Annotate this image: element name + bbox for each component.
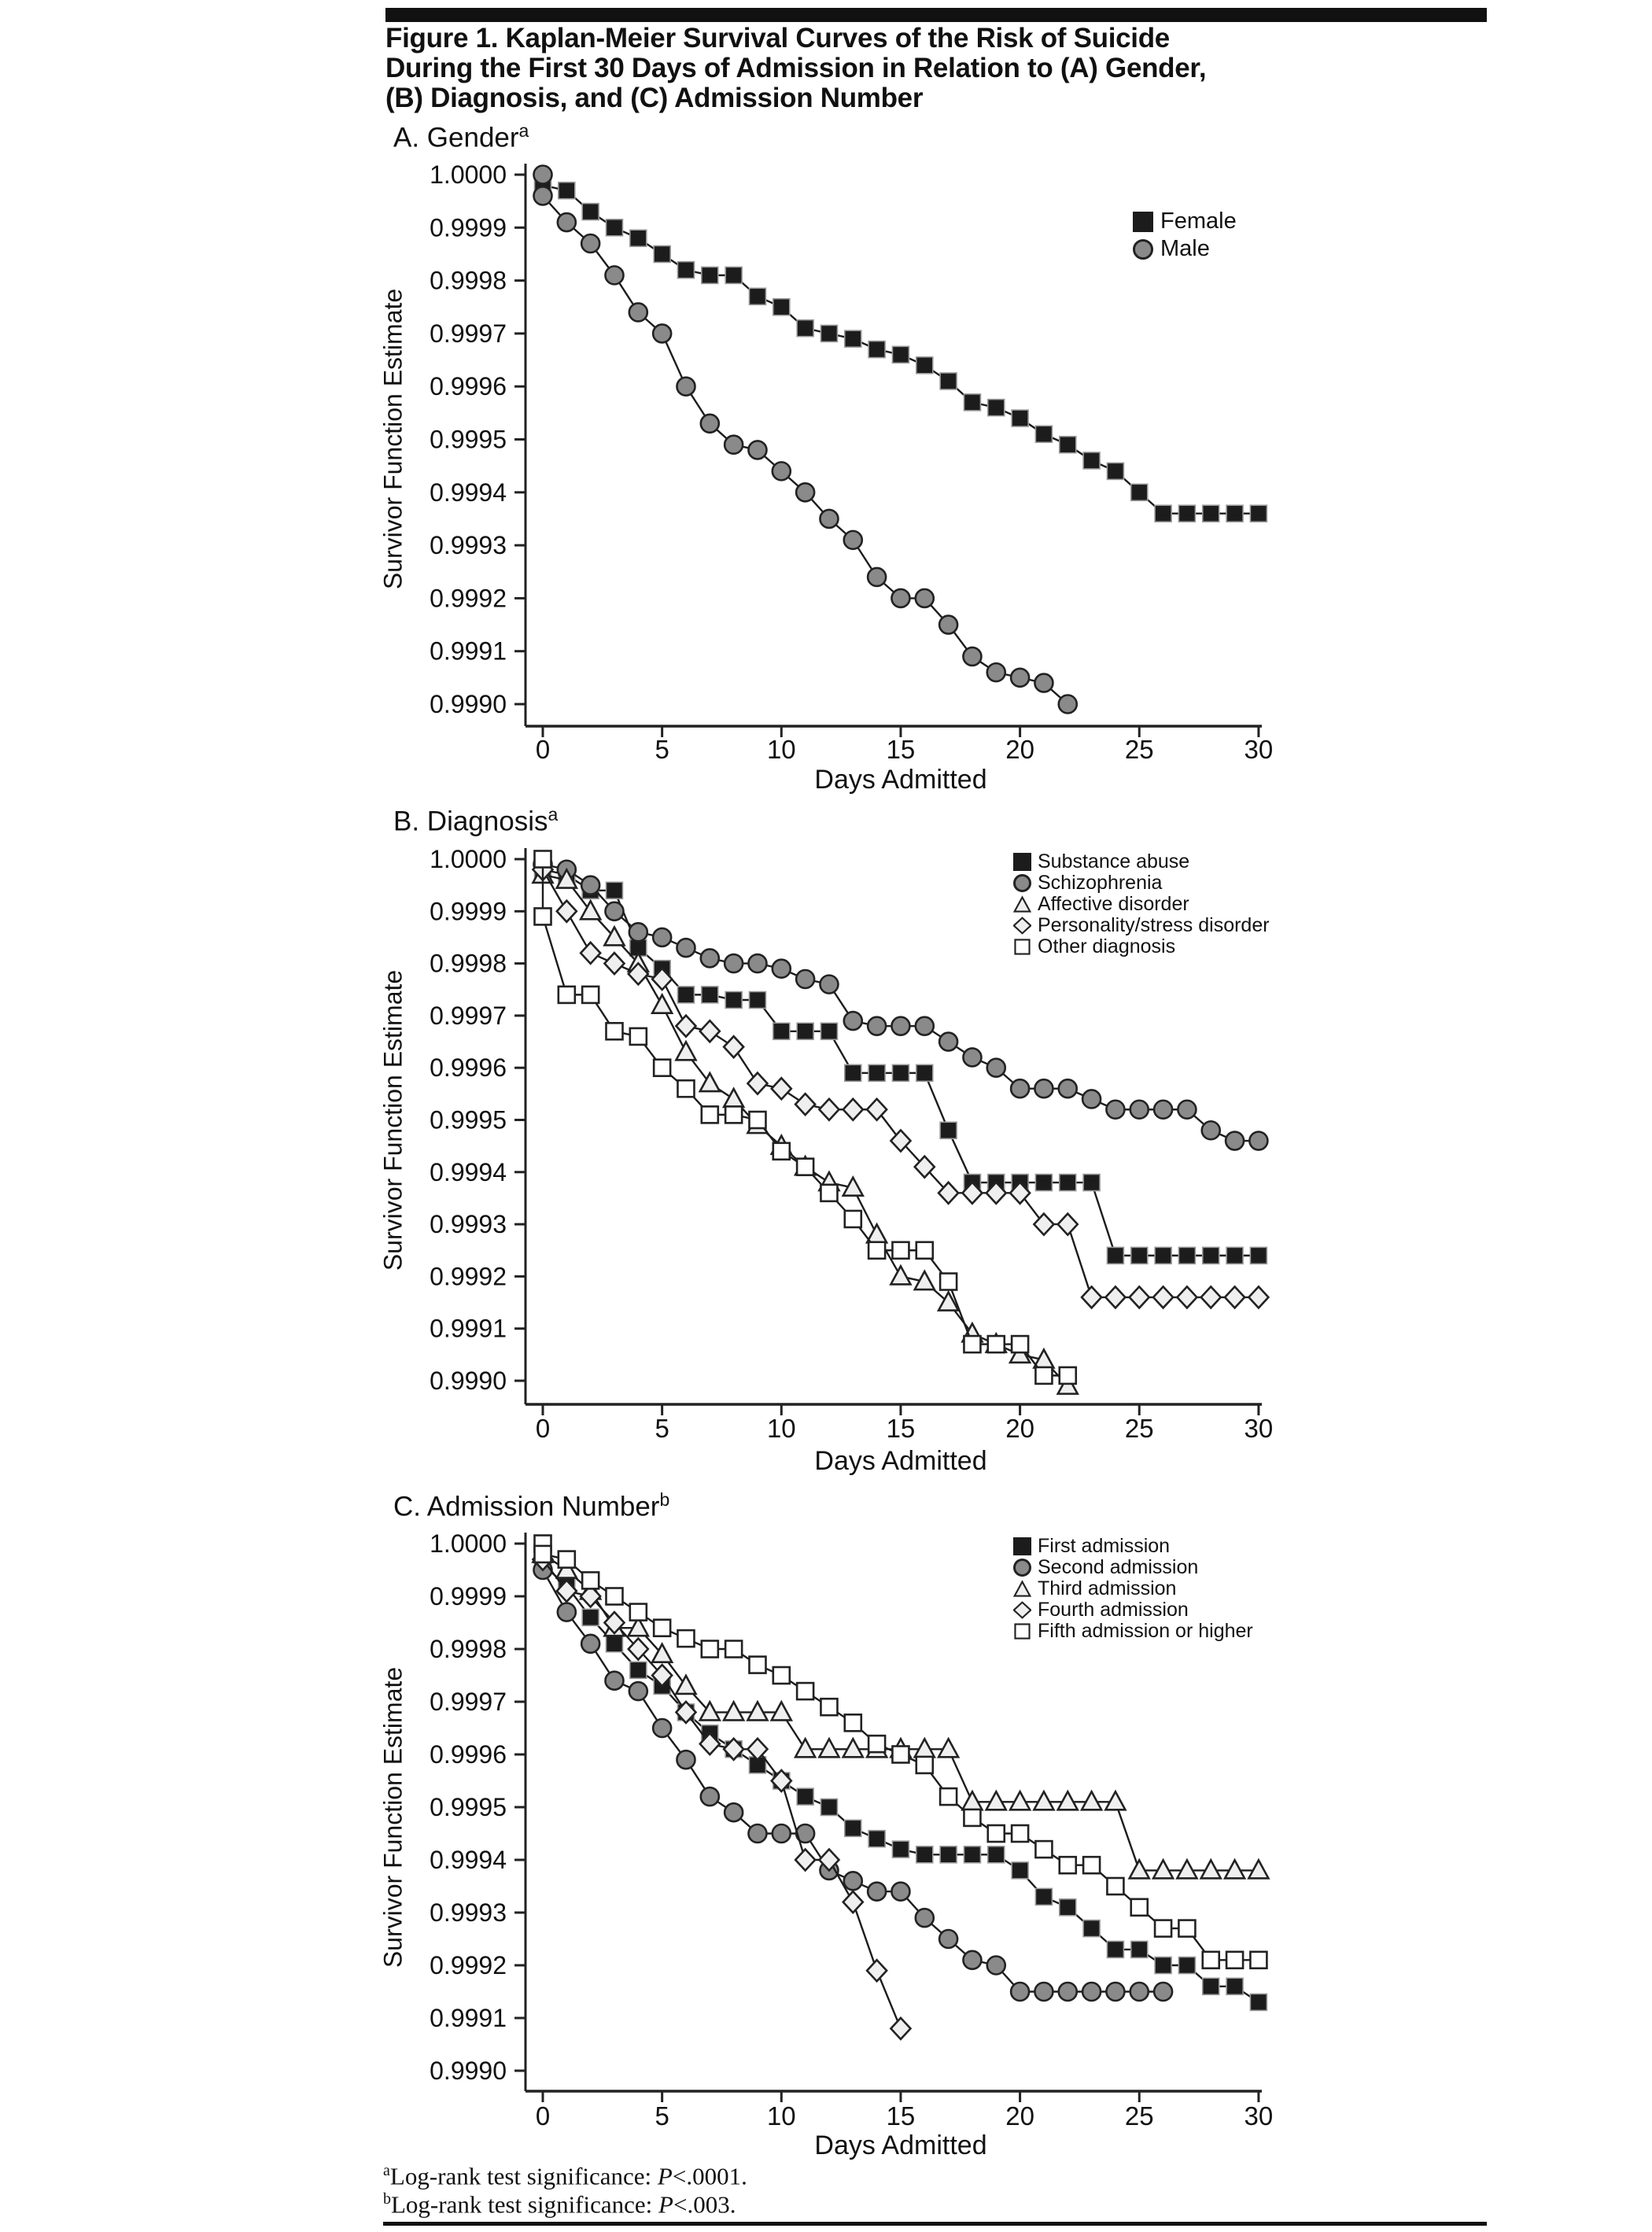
y-tick-label: 0.9995 [430, 1105, 507, 1134]
panel-a-header-text: A. Gender [393, 122, 519, 153]
figure-title-line-2: During the First 30 Days of Admission in Relation to (A) Gender, [385, 53, 1207, 83]
x-tick-label: 0 [535, 2101, 551, 2131]
legend-item-personality-stress-disorder [1013, 915, 1270, 936]
first-admission-filled-square-marker-icon [1013, 1537, 1031, 1555]
y-tick-label: 0.9994 [430, 1157, 507, 1186]
y-tick-label: 0.9991 [430, 636, 507, 666]
y-tick-label: 0.9990 [430, 1367, 507, 1395]
y-tick-label: 0.9995 [430, 1793, 507, 1821]
panel-b-x-axis-title: Days Admitted [814, 1446, 987, 1476]
legend-item-third-admission [1013, 1578, 1253, 1599]
x-tick-label: 20 [1005, 735, 1034, 764]
x-tick-label: 5 [655, 735, 669, 764]
y-tick-label: 0.9999 [430, 897, 507, 926]
legend-item-male [1133, 235, 1237, 263]
admission-number-legend [1013, 1536, 1253, 1642]
fifth-admission-open-square-marker-icon [1013, 1622, 1031, 1640]
footnote-a-superscript: a [383, 2162, 390, 2179]
panel-a-header-superscript: a [518, 120, 529, 141]
panel-c-header-text: C. Admission Number [393, 1491, 660, 1522]
y-tick-label: 0.9997 [430, 319, 507, 348]
x-tick-label: 0 [535, 735, 551, 764]
y-tick-label: 0.9998 [430, 1635, 507, 1663]
legend-item-other-diagnosis [1013, 936, 1270, 957]
schizophrenia-filled-circle-marker-icon [1013, 874, 1031, 892]
figure-title-line-1: Figure 1. Kaplan-Meier Survival Curves of the Risk of Suicide [385, 23, 1170, 53]
y-tick-label: 0.9992 [430, 1951, 507, 1979]
legend-label-third-admission: Third admission [1038, 1577, 1177, 1599]
legend-label-other-diagnosis: Other diagnosis [1038, 935, 1176, 957]
y-tick-label: 0.9994 [430, 1846, 507, 1874]
x-tick-label: 15 [886, 2101, 916, 2131]
y-tick-label: 0.9994 [430, 478, 507, 507]
y-tick-label: 0.9992 [430, 584, 507, 613]
footnote-b [383, 2190, 736, 2219]
diagnosis-legend [1013, 851, 1270, 957]
x-tick-label: 10 [766, 2101, 796, 2131]
x-tick-label: 30 [1244, 1414, 1274, 1443]
footnote-a [383, 2162, 747, 2190]
male-filled-circle-marker-icon [1133, 239, 1153, 260]
y-tick-label: 0.9996 [430, 1053, 507, 1083]
legend-label-first-admission: First admission [1038, 1535, 1171, 1557]
gender-legend [1133, 208, 1237, 263]
y-tick-label: 0.9990 [430, 690, 507, 718]
panel-a-x-axis-title: Days Admitted [814, 765, 987, 795]
second-admission-filled-circle-marker-icon [1013, 1559, 1031, 1577]
legend-label-fourth-admission: Fourth admission [1038, 1599, 1189, 1621]
y-tick-label: 0.9991 [430, 1314, 507, 1343]
affective-disorder-open-triangle-marker-icon [1013, 895, 1031, 913]
series-affective-disorder [533, 865, 1078, 1394]
footnote-b-p-symbol: P [658, 2190, 673, 2219]
substance-abuse-filled-square-marker-icon [1013, 853, 1031, 871]
x-tick-label: 30 [1244, 2101, 1274, 2131]
legend-item-affective-disorder [1013, 894, 1270, 915]
x-tick-label: 30 [1244, 735, 1274, 764]
y-tick-label: 0.9993 [430, 531, 507, 560]
y-tick-label: 0.9993 [430, 1210, 507, 1239]
x-tick-label: 20 [1005, 1414, 1034, 1443]
panel-b-header-superscript: a [548, 804, 559, 825]
y-tick-label: 0.9993 [430, 1898, 507, 1927]
third-admission-open-triangle-marker-icon [1013, 1580, 1031, 1598]
legend-label-schizophrenia: Schizophrenia [1038, 872, 1163, 894]
x-tick-label: 5 [655, 2101, 669, 2131]
personality-stress-open-diamond-marker-icon [1013, 917, 1031, 935]
y-tick-label: 0.9996 [430, 372, 507, 401]
footnote-b-value: <.003. [673, 2190, 736, 2219]
legend-label-second-admission: Second admission [1038, 1556, 1199, 1578]
series-male [534, 166, 1077, 714]
panel-b-y-axis-title: Survivor Function Estimate [378, 969, 407, 1271]
panel-c-header-superscript: b [659, 1489, 670, 1510]
panel-a-y-axis-title: Survivor Function Estimate [378, 288, 407, 590]
other-diagnosis-open-square-marker-icon [1013, 938, 1031, 956]
x-tick-label: 5 [655, 1414, 669, 1443]
legend-label-personality-stress-disorder: Personality/stress disorder [1038, 914, 1270, 936]
x-tick-label: 25 [1124, 1414, 1154, 1443]
x-tick-label: 20 [1005, 2101, 1034, 2131]
y-tick-label: 1.0000 [430, 1529, 507, 1558]
y-tick-label: 0.9997 [430, 1688, 507, 1716]
legend-item-female [1133, 208, 1237, 235]
x-tick-label: 10 [766, 735, 796, 764]
y-tick-label: 0.9996 [430, 1740, 507, 1769]
legend-label-substance-abuse: Substance abuse [1038, 850, 1190, 873]
panel-b-header-text: B. Diagnosis [393, 806, 548, 837]
footnote-a-p-symbol: P [657, 2162, 673, 2190]
y-tick-label: 0.9991 [430, 2004, 507, 2032]
footnote-a-text: Log-rank test significance: [389, 2162, 658, 2190]
panel-c-x-axis-title: Days Admitted [814, 2131, 987, 2160]
footnote-a-value: <.0001. [672, 2162, 747, 2190]
legend-label-female: Female [1160, 208, 1237, 234]
y-tick-label: 1.0000 [430, 845, 507, 873]
footnote-b-text: Log-rank test significance: [391, 2190, 659, 2219]
x-tick-label: 10 [766, 1414, 796, 1443]
legend-label-affective-disorder: Affective disorder [1038, 893, 1189, 915]
y-tick-label: 0.9998 [430, 266, 507, 295]
x-tick-label: 15 [886, 735, 916, 764]
y-tick-label: 0.9995 [430, 425, 507, 454]
x-tick-label: 25 [1124, 2101, 1154, 2131]
female-filled-square-marker-icon [1133, 212, 1153, 232]
legend-label-male: Male [1160, 236, 1210, 261]
y-tick-label: 0.9990 [430, 2057, 507, 2085]
legend-label-fifth-admission-or-higher: Fifth admission or higher [1038, 1620, 1253, 1642]
legend-item-substance-abuse [1013, 851, 1270, 873]
legend-item-schizophrenia [1013, 873, 1270, 894]
y-tick-label: 1.0000 [430, 160, 507, 189]
y-tick-label: 0.9999 [430, 1582, 507, 1610]
x-tick-label: 25 [1124, 735, 1154, 764]
legend-item-fourth-admission [1013, 1599, 1253, 1621]
fourth-admission-open-diamond-marker-icon [1013, 1601, 1031, 1619]
legend-item-second-admission [1013, 1557, 1253, 1578]
legend-item-fifth-admission-or-higher [1013, 1621, 1253, 1642]
panel-c-y-axis-title: Survivor Function Estimate [378, 1666, 407, 1968]
y-tick-label: 0.9999 [430, 213, 507, 242]
y-tick-label: 0.9998 [430, 949, 507, 978]
legend-item-first-admission [1013, 1536, 1253, 1557]
bottom-rule [383, 2222, 1487, 2226]
figure-title-line-3: (B) Diagnosis, and (C) Admission Number [385, 83, 924, 113]
y-tick-label: 0.9997 [430, 1001, 507, 1030]
x-tick-label: 0 [535, 1414, 551, 1443]
y-tick-label: 0.9992 [430, 1262, 507, 1291]
footnote-b-superscript: b [383, 2190, 391, 2208]
x-tick-label: 15 [886, 1414, 916, 1443]
